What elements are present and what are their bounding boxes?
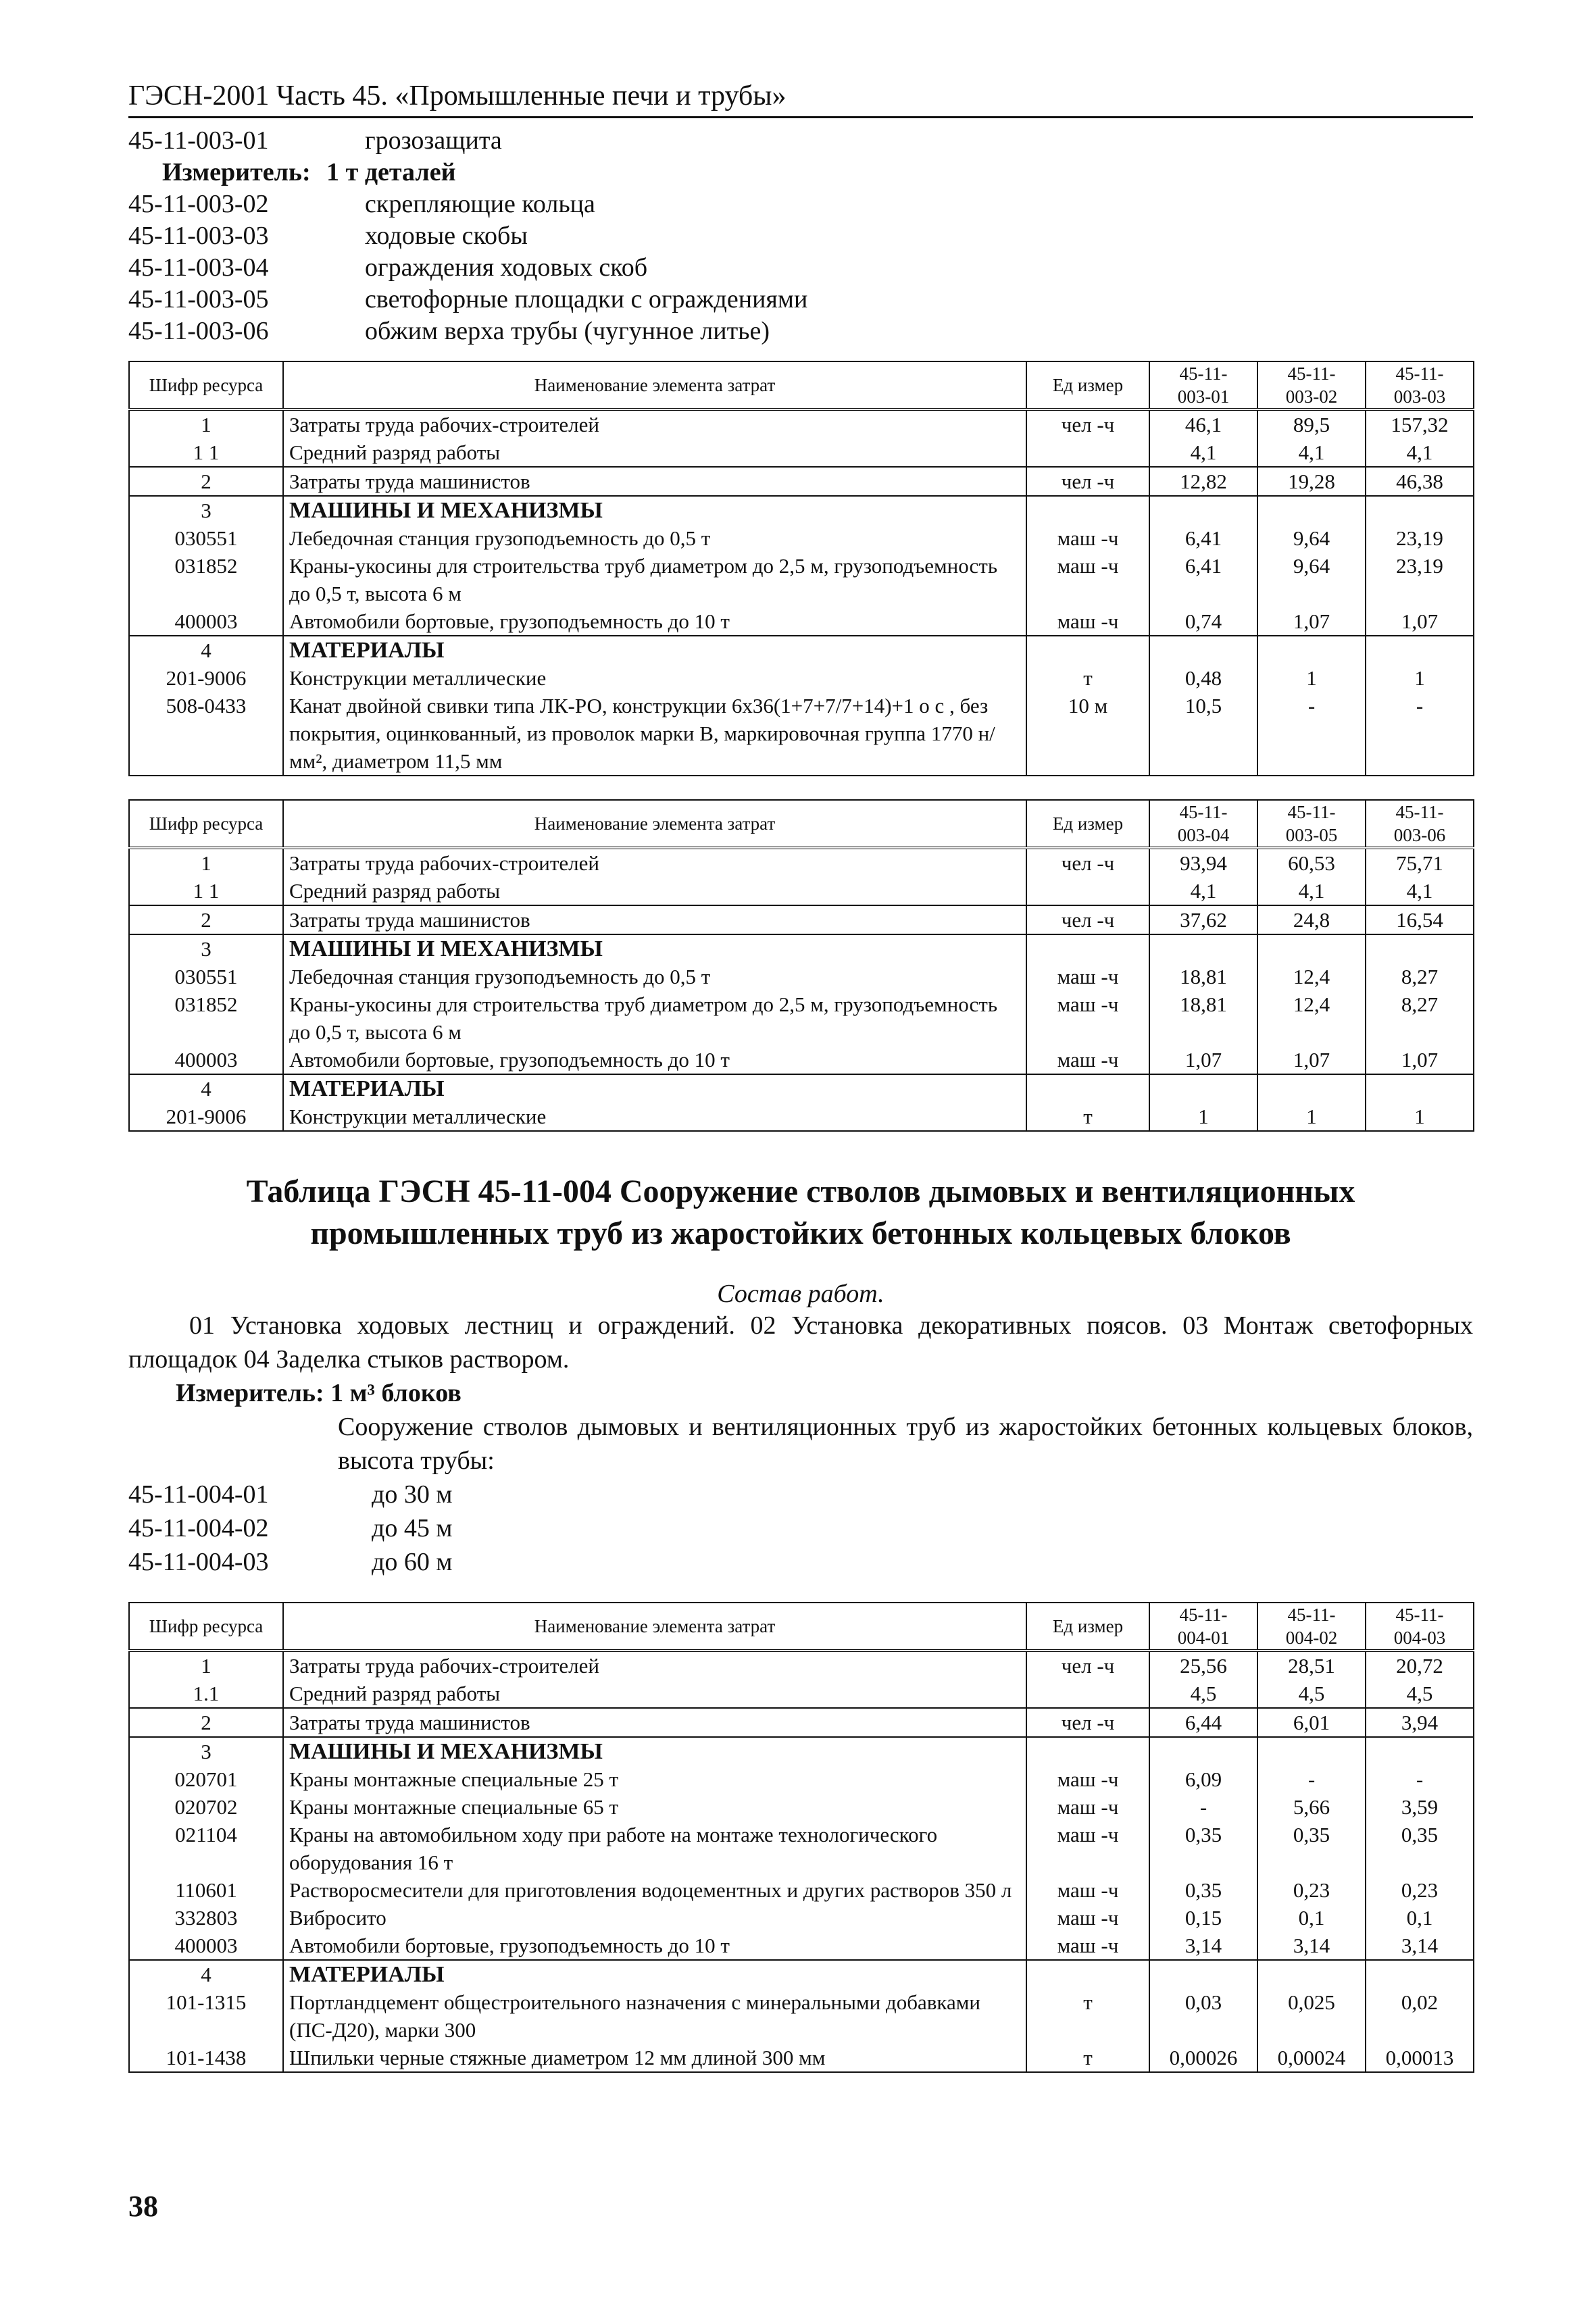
page-number: 38	[128, 2190, 158, 2223]
norm-value: 4,1	[1257, 877, 1366, 905]
norm-value	[1257, 1074, 1366, 1103]
table-row	[129, 1876, 1474, 1904]
code-item	[128, 1545, 1473, 1579]
table-row	[129, 636, 1474, 664]
resource-unit: маш -ч	[1026, 1904, 1149, 1932]
resource-name: Краны-укосины для строительства труб диаметром до 2,5 м, грузоподъемность до 0,5 т, высота 6 м	[283, 990, 1026, 1046]
table-row	[129, 1932, 1474, 1960]
table-header-row	[129, 1603, 1474, 1651]
resource-code: 1 1	[129, 438, 283, 467]
resource-code: 021104	[129, 1821, 283, 1876]
table-row	[129, 664, 1474, 692]
resource-code: 020702	[129, 1793, 283, 1821]
norm-value: 28,51	[1257, 1651, 1366, 1680]
resource-name: Краны монтажные специальные 25 т	[283, 1765, 1026, 1793]
resource-unit: чел -ч	[1026, 848, 1149, 877]
resource-unit	[1026, 877, 1149, 905]
resource-code: 4	[129, 1074, 283, 1103]
header-norm-code: 45-11- 003-04	[1149, 800, 1257, 848]
resource-name: Растворосмесители для приготовления водоцементных и других растворов 350 л	[283, 1876, 1026, 1904]
resource-name: Средний разряд работы	[283, 1680, 1026, 1708]
resource-name: Затраты труда рабочих-строителей	[283, 848, 1026, 877]
resource-code: 3	[129, 1737, 283, 1765]
resource-name: Краны на автомобильном ходу при работе на монтаже технологического оборудования 16 т	[283, 1821, 1026, 1876]
resource-unit: т	[1026, 1988, 1149, 2044]
code-description: ходовые скобы	[365, 222, 528, 250]
norm-value: 4,5	[1366, 1680, 1474, 1708]
resource-unit: т	[1026, 2044, 1149, 2072]
norm-value	[1149, 934, 1257, 963]
composition-text: 01 Установка ходовых лестниц и ограждений. 02 Установка декоративных поясов. 03 Монтаж светофорных площадок 04 Заделка стыков раствором.	[128, 1311, 1473, 1374]
code-number: 45-11-003-02	[128, 190, 269, 218]
measure-label: Измеритель:	[162, 158, 311, 186]
norm-value: 0,15	[1149, 1904, 1257, 1932]
table-header-row	[129, 800, 1474, 848]
norm-value: 6,09	[1149, 1765, 1257, 1793]
norm-value: 1,07	[1257, 607, 1366, 636]
resource-code: 2	[129, 905, 283, 934]
resource-code: 400003	[129, 607, 283, 636]
table-row	[129, 963, 1474, 990]
code-item	[128, 316, 1473, 347]
norm-value: 4,1	[1149, 438, 1257, 467]
measure-value: 1 м³ блоков	[330, 1379, 462, 1407]
running-header: ГЭСН-2001 Часть 45. «Промышленные печи и трубы»	[128, 80, 1473, 118]
resource-unit: маш -ч	[1026, 524, 1149, 552]
table-row	[129, 934, 1474, 963]
norm-value: 1,07	[1149, 1046, 1257, 1074]
table-row	[129, 467, 1474, 496]
resource-code: 4	[129, 636, 283, 664]
resource-code: 1	[129, 1651, 283, 1680]
resource-name: Затраты труда рабочих-строителей	[283, 1651, 1026, 1680]
resource-code: 400003	[129, 1932, 283, 1960]
code-item	[128, 1478, 1473, 1511]
norm-value: 1	[1257, 664, 1366, 692]
document-page	[128, 80, 1473, 2073]
norm-value: 1	[1257, 1103, 1366, 1131]
norm-value: 0,35	[1257, 1821, 1366, 1876]
table-row	[129, 1103, 1474, 1131]
resource-unit	[1026, 934, 1149, 963]
code-item	[128, 220, 1473, 252]
resource-unit	[1026, 1680, 1149, 1708]
code-item	[128, 1511, 1473, 1545]
resource-code: 201-9006	[129, 1103, 283, 1131]
resource-name: Затраты труда рабочих-строителей	[283, 409, 1026, 438]
norm-value: 23,19	[1366, 524, 1474, 552]
norm-value: -	[1149, 1793, 1257, 1821]
resource-unit: маш -ч	[1026, 990, 1149, 1046]
code-number: 45-11-003-03	[128, 222, 269, 250]
table-row	[129, 1680, 1474, 1708]
norm-value: 1,07	[1366, 607, 1474, 636]
resource-unit: маш -ч	[1026, 1793, 1149, 1821]
norm-value: 0,74	[1149, 607, 1257, 636]
norm-value: 3,14	[1366, 1932, 1474, 1960]
resource-name: МАТЕРИАЛЫ	[283, 1074, 1026, 1103]
resource-unit: т	[1026, 1103, 1149, 1131]
norm-value: 12,4	[1257, 990, 1366, 1046]
norm-value: 9,64	[1257, 552, 1366, 607]
norm-table-3	[128, 1602, 1474, 2073]
norm-value	[1366, 636, 1474, 664]
norm-value	[1257, 1737, 1366, 1765]
norm-value: 1	[1149, 1103, 1257, 1131]
resource-unit: маш -ч	[1026, 1876, 1149, 1904]
norm-value: 8,27	[1366, 990, 1474, 1046]
table-row	[129, 607, 1474, 636]
header-name: Наименование элемента затрат	[283, 800, 1026, 848]
resource-unit: чел -ч	[1026, 409, 1149, 438]
resource-unit: маш -ч	[1026, 1046, 1149, 1074]
norm-value: -	[1257, 1765, 1366, 1793]
resource-unit	[1026, 636, 1149, 664]
header-code: Шифр ресурса	[129, 800, 283, 848]
header-unit: Ед измер	[1026, 800, 1149, 848]
norm-value: 89,5	[1257, 409, 1366, 438]
norm-value: 1,07	[1366, 1046, 1474, 1074]
norm-value: 24,8	[1257, 905, 1366, 934]
resource-code: 1	[129, 848, 283, 877]
resource-name: Краны монтажные специальные 65 т	[283, 1793, 1026, 1821]
code-description: до 30 м	[372, 1480, 453, 1509]
norm-value: 4,1	[1149, 877, 1257, 905]
norm-value: 0,48	[1149, 664, 1257, 692]
norm-value: 4,5	[1149, 1680, 1257, 1708]
norm-value: 12,82	[1149, 467, 1257, 496]
norm-value: 0,02	[1366, 1988, 1474, 2044]
norm-value: 25,56	[1149, 1651, 1257, 1680]
header-norm-code: 45-11- 004-01	[1149, 1603, 1257, 1651]
resource-name: Шпильки черные стяжные диаметром 12 мм длиной 300 мм	[283, 2044, 1026, 2072]
resource-unit	[1026, 1074, 1149, 1103]
table-row	[129, 1793, 1474, 1821]
norm-value: 0,1	[1257, 1904, 1366, 1932]
resource-name: Средний разряд работы	[283, 877, 1026, 905]
section-code-list	[128, 1478, 1473, 1579]
measure-line-2	[128, 1376, 1473, 1410]
norm-value: 60,53	[1257, 848, 1366, 877]
norm-value: 0,1	[1366, 1904, 1474, 1932]
norm-value: 3,94	[1366, 1708, 1474, 1737]
resource-name: Конструкции металлические	[283, 1103, 1026, 1131]
resource-code: 030551	[129, 524, 283, 552]
code-item	[128, 125, 1473, 157]
norm-value: 0,23	[1366, 1876, 1474, 1904]
norm-value: 46,38	[1366, 467, 1474, 496]
norm-value: 157,32	[1366, 409, 1474, 438]
norm-value	[1366, 1737, 1474, 1765]
resource-unit	[1026, 1737, 1149, 1765]
header-unit: Ед измер	[1026, 1603, 1149, 1651]
norm-value: 1,07	[1257, 1046, 1366, 1074]
table-row	[129, 1960, 1474, 1988]
table-row	[129, 1765, 1474, 1793]
work-description: Сооружение стволов дымовых и вентиляционных труб из жаростойких бетонных кольцевых блоков, высота трубы:	[338, 1413, 1473, 1475]
header-norm-code: 45-11- 003-03	[1366, 361, 1474, 409]
norm-value: 4,1	[1366, 438, 1474, 467]
table-row	[129, 1046, 1474, 1074]
resource-name: МАШИНЫ И МЕХАНИЗМЫ	[283, 496, 1026, 524]
code-description: светофорные площадки с ограждениями	[365, 285, 808, 313]
norm-value: 6,01	[1257, 1708, 1366, 1737]
code-description: скрепляющие кольца	[365, 190, 595, 218]
norm-value: 9,64	[1257, 524, 1366, 552]
table-row	[129, 552, 1474, 607]
resource-unit: маш -ч	[1026, 552, 1149, 607]
norm-value: 8,27	[1366, 963, 1474, 990]
code-item	[128, 188, 1473, 220]
norm-value	[1366, 934, 1474, 963]
code-number: 45-11-003-05	[128, 285, 269, 313]
header-norm-code: 45-11- 003-01	[1149, 361, 1257, 409]
norm-value	[1149, 496, 1257, 524]
resource-code: 031852	[129, 990, 283, 1046]
norm-value: 1	[1366, 1103, 1474, 1131]
norm-value: 0,03	[1149, 1988, 1257, 2044]
table-row	[129, 2044, 1474, 2072]
norm-value: 4,1	[1257, 438, 1366, 467]
resource-code: 020701	[129, 1765, 283, 1793]
resource-unit: т	[1026, 664, 1149, 692]
resource-name: МАТЕРИАЛЫ	[283, 1960, 1026, 1988]
resource-code: 031852	[129, 552, 283, 607]
code-number: 45-11-003-06	[128, 317, 269, 345]
code-number: 45-11-003-04	[128, 253, 269, 282]
code-item	[128, 252, 1473, 284]
resource-code: 3	[129, 496, 283, 524]
norm-value: 4,5	[1257, 1680, 1366, 1708]
norm-value: 10,5	[1149, 692, 1257, 776]
norm-value: 0,00024	[1257, 2044, 1366, 2072]
header-norm-code: 45-11- 004-02	[1257, 1603, 1366, 1651]
norm-value	[1149, 1074, 1257, 1103]
resource-name: Средний разряд работы	[283, 438, 1026, 467]
norm-value: 3,14	[1257, 1932, 1366, 1960]
header-code: Шифр ресурса	[129, 361, 283, 409]
resource-name: МАШИНЫ И МЕХАНИЗМЫ	[283, 1737, 1026, 1765]
norm-value: 16,54	[1366, 905, 1474, 934]
norm-value: 0,00013	[1366, 2044, 1474, 2072]
table-row	[129, 1988, 1474, 2044]
norm-value	[1257, 636, 1366, 664]
norm-value	[1149, 636, 1257, 664]
resource-unit: маш -ч	[1026, 607, 1149, 636]
resource-unit: чел -ч	[1026, 1708, 1149, 1737]
resource-code: 201-9006	[129, 664, 283, 692]
composition-heading: Состав работ.	[717, 1280, 884, 1308]
norm-value	[1366, 1960, 1474, 1988]
header-norm-code: 45-11- 003-02	[1257, 361, 1366, 409]
resource-name: Автомобили бортовые, грузоподъемность до 10 т	[283, 1046, 1026, 1074]
table-row	[129, 1904, 1474, 1932]
norm-value: 37,62	[1149, 905, 1257, 934]
resource-name: Портландцемент общестроительного назначения с минеральными добавками (ПС-Д20), марки 300	[283, 1988, 1026, 2044]
norm-value: 6,41	[1149, 552, 1257, 607]
resource-unit: маш -ч	[1026, 1765, 1149, 1793]
resource-name: Лебедочная станция грузоподъемность до 0,5 т	[283, 963, 1026, 990]
table-row	[129, 1821, 1474, 1876]
resource-code: 101-1438	[129, 2044, 283, 2072]
resource-code: 2	[129, 467, 283, 496]
table-row	[129, 1074, 1474, 1103]
resource-unit: чел -ч	[1026, 1651, 1149, 1680]
table-row	[129, 1708, 1474, 1737]
norm-value: 93,94	[1149, 848, 1257, 877]
resource-code: 101-1315	[129, 1988, 283, 2044]
norm-value: 0,35	[1366, 1821, 1474, 1876]
norm-value: 46,1	[1149, 409, 1257, 438]
resource-code: 508-0433	[129, 692, 283, 776]
resource-name: Конструкции металлические	[283, 664, 1026, 692]
top-code-list	[128, 125, 1473, 347]
norm-value	[1366, 496, 1474, 524]
code-description: до 45 м	[372, 1514, 453, 1542]
header-norm-code: 45-11- 003-06	[1366, 800, 1474, 848]
section-title: Таблица ГЭСН 45-11-004 Сооружение стволов дымовых и вентиляционных промышленных труб из жаростойких бетонных кольцевых блоков	[246, 1174, 1355, 1251]
resource-unit: маш -ч	[1026, 963, 1149, 990]
table-header-row	[129, 361, 1474, 409]
norm-value: 6,41	[1149, 524, 1257, 552]
table-row	[129, 409, 1474, 438]
norm-value	[1149, 1737, 1257, 1765]
resource-code: 332803	[129, 1904, 283, 1932]
header-norm-code: 45-11- 003-05	[1257, 800, 1366, 848]
resource-code: 1 1	[129, 877, 283, 905]
norm-value: 6,44	[1149, 1708, 1257, 1737]
resource-name: Затраты труда машинистов	[283, 1708, 1026, 1737]
resource-name: Затраты труда машинистов	[283, 467, 1026, 496]
norm-value: 19,28	[1257, 467, 1366, 496]
norm-value: 0,35	[1149, 1821, 1257, 1876]
header-name: Наименование элемента затрат	[283, 1603, 1026, 1651]
resource-code: 110601	[129, 1876, 283, 1904]
resource-code: 4	[129, 1960, 283, 1988]
code-items	[128, 188, 1473, 347]
norm-table-1	[128, 361, 1474, 776]
norm-value: 1	[1366, 664, 1474, 692]
code-description: ограждения ходовых скоб	[365, 253, 648, 282]
code-description: обжим верха трубы (чугунное литье)	[365, 317, 770, 345]
header-unit: Ед измер	[1026, 361, 1149, 409]
norm-value: 0,00026	[1149, 2044, 1257, 2072]
resource-code: 3	[129, 934, 283, 963]
table-row	[129, 848, 1474, 877]
norm-value: 23,19	[1366, 552, 1474, 607]
resource-name: Вибросито	[283, 1904, 1026, 1932]
resource-unit	[1026, 438, 1149, 467]
norm-value	[1366, 1074, 1474, 1103]
resource-code: 1.1	[129, 1680, 283, 1708]
norm-value: 18,81	[1149, 990, 1257, 1046]
norm-value	[1257, 934, 1366, 963]
table-row	[129, 1651, 1474, 1680]
norm-value	[1257, 496, 1366, 524]
resource-code: 030551	[129, 963, 283, 990]
measure-label: Измеритель:	[176, 1379, 324, 1407]
table-row	[129, 496, 1474, 524]
norm-value	[1257, 1960, 1366, 1988]
resource-name: МАШИНЫ И МЕХАНИЗМЫ	[283, 934, 1026, 963]
table-row	[129, 877, 1474, 905]
header-code: Шифр ресурса	[129, 1603, 283, 1651]
measure-line	[128, 157, 1473, 188]
table-row	[129, 524, 1474, 552]
norm-value: 3,14	[1149, 1932, 1257, 1960]
resource-name: Автомобили бортовые, грузоподъемность до 10 т	[283, 1932, 1026, 1960]
resource-name: Канат двойной свивки типа ЛК-РО, конструкции 6х36(1+7+7/7+14)+1 о с , без покрытия, оцинкованный, из проволок марки В, маркировочная группа 1770 н/мм², диаметром 11,5 мм	[283, 692, 1026, 776]
norm-value: 0,35	[1149, 1876, 1257, 1904]
resource-unit	[1026, 496, 1149, 524]
resource-unit: 10 м	[1026, 692, 1149, 776]
resource-unit: маш -ч	[1026, 1821, 1149, 1876]
code-description: до 60 м	[372, 1548, 453, 1576]
norm-value: 0,23	[1257, 1876, 1366, 1904]
norm-value: 3,59	[1366, 1793, 1474, 1821]
resource-unit	[1026, 1960, 1149, 1988]
code-item	[128, 284, 1473, 316]
resource-name: Краны-укосины для строительства труб диаметром до 2,5 м, грузоподъемность до 0,5 т, высота 6 м	[283, 552, 1026, 607]
code-number: 45-11-004-02	[128, 1514, 269, 1542]
header-name: Наименование элемента затрат	[283, 361, 1026, 409]
table-row	[129, 990, 1474, 1046]
norm-value	[1149, 1960, 1257, 1988]
norm-value: 18,81	[1149, 963, 1257, 990]
norm-value: -	[1366, 692, 1474, 776]
code-description: грозозащита	[365, 126, 502, 155]
table-row	[129, 438, 1474, 467]
norm-value: 0,025	[1257, 1988, 1366, 2044]
norm-value: -	[1257, 692, 1366, 776]
header-norm-code: 45-11- 004-03	[1366, 1603, 1474, 1651]
resource-unit: чел -ч	[1026, 467, 1149, 496]
resource-code: 1	[129, 409, 283, 438]
norm-value: -	[1366, 1765, 1474, 1793]
measure-value: 1 т деталей	[326, 158, 456, 186]
resource-name: Автомобили бортовые, грузоподъемность до 10 т	[283, 607, 1026, 636]
code-number: 45-11-003-01	[128, 126, 269, 155]
resource-unit: чел -ч	[1026, 905, 1149, 934]
norm-value: 12,4	[1257, 963, 1366, 990]
resource-name: Лебедочная станция грузоподъемность до 0,5 т	[283, 524, 1026, 552]
code-number: 45-11-004-03	[128, 1548, 269, 1576]
norm-value: 5,66	[1257, 1793, 1366, 1821]
norm-table-2	[128, 799, 1474, 1132]
resource-name: Затраты труда машинистов	[283, 905, 1026, 934]
table-row	[129, 905, 1474, 934]
table-row	[129, 1737, 1474, 1765]
resource-unit: маш -ч	[1026, 1932, 1149, 1960]
code-number: 45-11-004-01	[128, 1480, 269, 1509]
norm-value: 20,72	[1366, 1651, 1474, 1680]
table-row	[129, 692, 1474, 776]
resource-code: 2	[129, 1708, 283, 1737]
norm-value: 75,71	[1366, 848, 1474, 877]
resource-name: МАТЕРИАЛЫ	[283, 636, 1026, 664]
resource-code: 400003	[129, 1046, 283, 1074]
norm-value: 4,1	[1366, 877, 1474, 905]
